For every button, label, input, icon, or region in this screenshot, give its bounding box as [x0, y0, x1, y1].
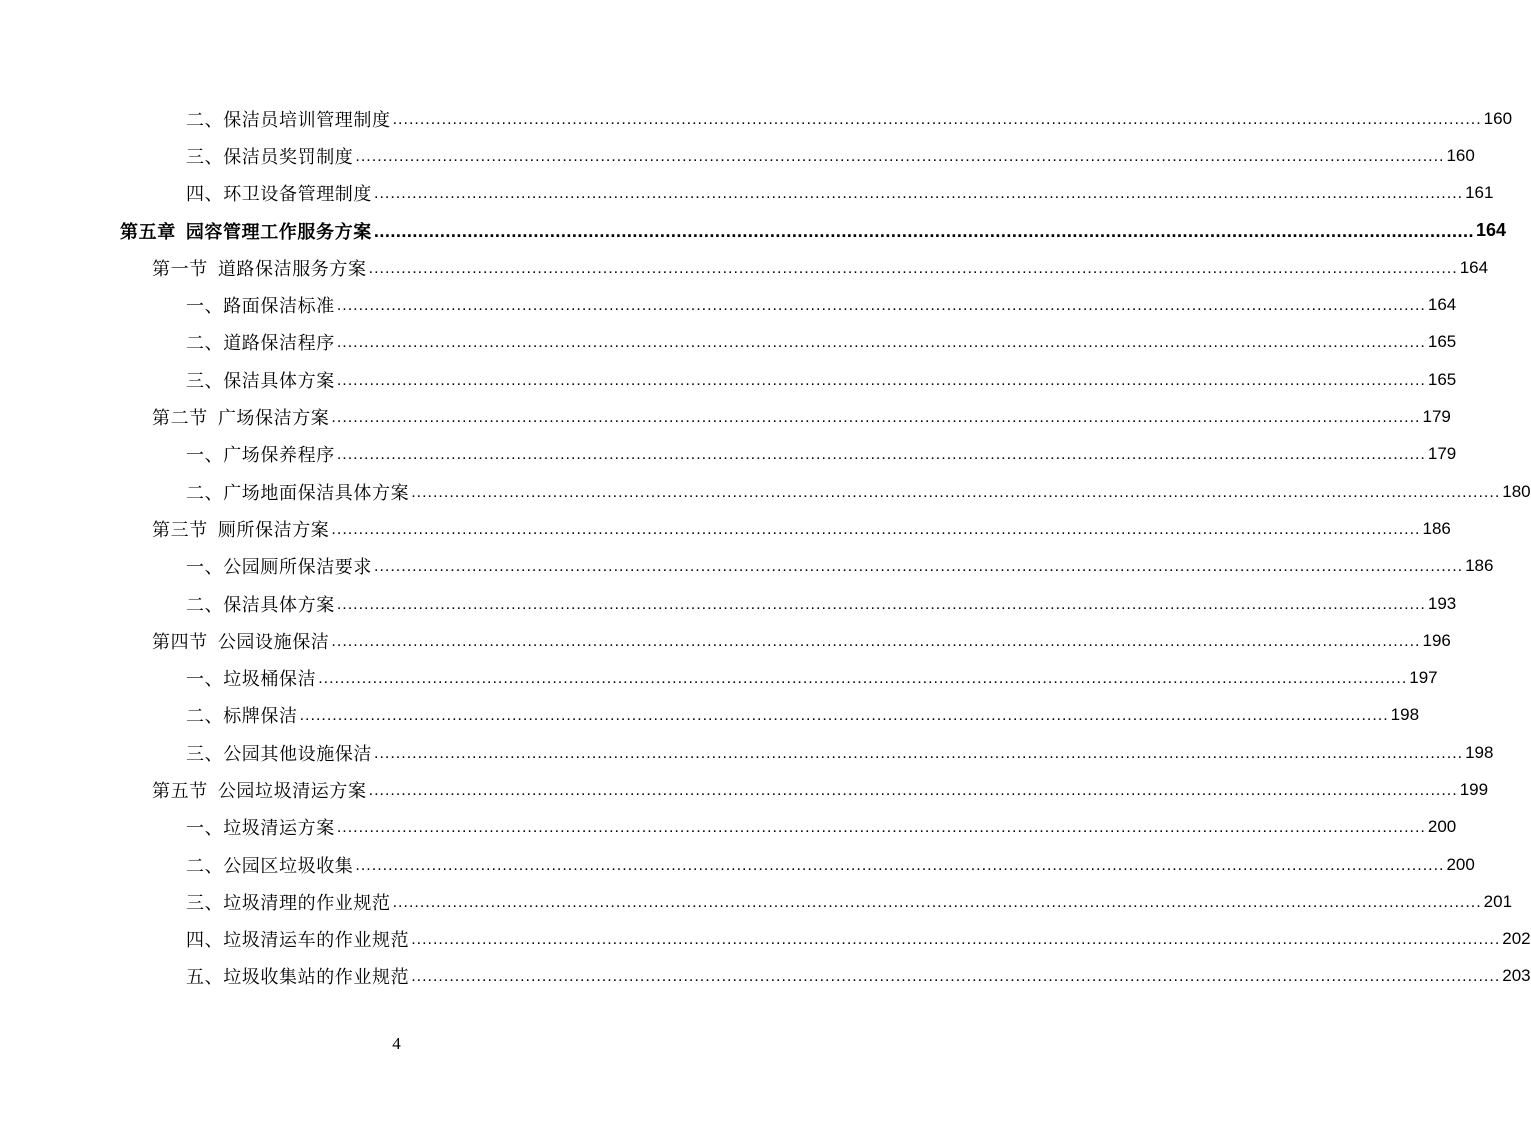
dot-leader: ........................................................................................................................................................................................................ — [411, 968, 1501, 986]
toc-entry-page: 180 — [1502, 481, 1531, 501]
toc-entry-number: 三、 — [186, 892, 224, 914]
dot-leader: ........................................................................................................................................................................................................ — [411, 931, 1501, 949]
toc-entry-page: 179 — [1427, 444, 1457, 464]
toc-subsection-entry[interactable] — [0, 175, 1494, 212]
toc-entry-number: 三、 — [186, 743, 224, 765]
toc-entry-number: 第三节 — [152, 519, 208, 541]
dot-leader: ........................................................................................................................................................................................................ — [392, 893, 1482, 911]
toc-subsection-entry[interactable] — [0, 286, 1457, 323]
toc-entry-text — [186, 963, 409, 989]
toc-entry-number: 第二节 — [152, 408, 208, 430]
toc-entry-page: 196 — [1422, 630, 1451, 650]
dot-leader: ........................................................................................................................................................................................................ — [368, 781, 1458, 799]
toc-entry-page: 200 — [1427, 817, 1457, 837]
toc-entry-title: 广场保洁方案 — [217, 408, 330, 430]
dot-leader: ........................................................................................................................................................................................................ — [355, 147, 1445, 165]
toc-entry-number: 二、 — [186, 594, 224, 616]
toc-entry-text — [186, 889, 391, 915]
toc-subsection-entry[interactable] — [0, 100, 1513, 137]
dot-leader: ........................................................................................................................................................................................................ — [411, 483, 1501, 501]
toc-entry-page: 193 — [1427, 593, 1457, 613]
toc-entry-text — [186, 106, 391, 132]
toc-entry-number: 三、 — [186, 370, 224, 392]
toc-entry-title: 保洁具体方案 — [223, 594, 335, 616]
toc-entry-title: 保洁员培训管理制度 — [223, 109, 391, 131]
toc-entry-page: 198 — [1465, 742, 1494, 762]
dot-leader: ........................................................................................................................................................................................................ — [355, 856, 1445, 874]
toc-entry-number: 二、 — [186, 855, 224, 877]
toc-entry-title: 道路保洁服务方案 — [217, 258, 367, 280]
toc-entry-page: 202 — [1502, 929, 1531, 949]
toc-entry-title: 广场地面保洁具体方案 — [223, 482, 410, 504]
toc-entry-number: 一、 — [186, 445, 224, 467]
toc-chapter-entry[interactable] — [0, 212, 1507, 249]
toc-entry-number: 第五章 — [120, 221, 176, 243]
toc-entry-text — [186, 702, 298, 728]
dot-leader: ........................................................................................................................................................................................................ — [318, 670, 1408, 688]
toc-entry-text — [152, 516, 329, 542]
toc-entry-title: 环卫设备管理制度 — [223, 184, 373, 206]
toc-entry-title: 垃圾清理的作业规范 — [223, 892, 391, 914]
toc-entry-title: 园容管理工作服务方案 — [185, 221, 372, 243]
toc-entry-title: 公园其他设施保洁 — [223, 743, 373, 765]
toc-entry-page: 198 — [1390, 705, 1420, 725]
toc-subsection-entry[interactable] — [0, 697, 1420, 734]
toc-entry-text — [186, 367, 335, 393]
toc-entry-text — [120, 218, 372, 244]
toc-entry-number: 一、 — [186, 669, 224, 691]
toc-entry-title: 标牌保洁 — [223, 706, 298, 728]
toc-subsection-entry[interactable] — [0, 324, 1457, 361]
toc-entry-title: 路面保洁标准 — [223, 296, 335, 318]
toc-entry-number: 一、 — [186, 557, 224, 579]
dot-leader: ........................................................................................................................................................................................................ — [368, 259, 1458, 277]
dot-leader: ........................................................................................................................................................................................................ — [374, 558, 1464, 576]
toc-entry-page: 164 — [1476, 220, 1507, 241]
toc-entry-title: 道路保洁程序 — [223, 333, 335, 355]
toc-subsection-entry[interactable] — [0, 921, 1531, 958]
toc-entry-text — [152, 255, 367, 281]
toc-subsection-entry[interactable] — [0, 883, 1513, 920]
toc-section-entry[interactable] — [0, 622, 1451, 659]
toc-entry-number: 二、 — [186, 109, 224, 131]
toc-subsection-entry[interactable] — [0, 734, 1494, 771]
toc-entry-page: 200 — [1446, 854, 1475, 874]
toc-entry-title: 垃圾收集站的作业规范 — [223, 967, 410, 989]
toc-entry-number: 一、 — [186, 818, 224, 840]
toc-section-entry[interactable] — [0, 249, 1489, 286]
toc-subsection-entry[interactable] — [0, 958, 1531, 995]
toc-entry-number: 四、 — [186, 930, 224, 952]
toc-entry-text — [186, 180, 372, 206]
toc-entry-title: 公园区垃圾收集 — [223, 855, 354, 877]
table-of-contents — [0, 100, 1531, 995]
dot-leader: ........................................................................................................................................................................................................ — [336, 334, 1426, 352]
toc-entry-page: 164 — [1427, 295, 1457, 315]
toc-entry-page: 161 — [1465, 183, 1494, 203]
toc-section-entry[interactable] — [0, 398, 1451, 435]
dot-leader: ........................................................................................................................................................................................................ — [374, 185, 1464, 203]
dot-leader: ........................................................................................................................................................................................................ — [336, 595, 1426, 613]
toc-entry-text — [186, 591, 335, 617]
dot-leader: ........................................................................................................................................................................................................ — [373, 221, 1475, 242]
toc-entry-text — [152, 628, 329, 654]
toc-entry-title: 垃圾清运方案 — [223, 818, 335, 840]
toc-subsection-entry[interactable] — [0, 585, 1457, 622]
toc-subsection-entry[interactable] — [0, 137, 1475, 174]
toc-subsection-entry[interactable] — [0, 846, 1475, 883]
toc-entry-number: 二、 — [186, 706, 224, 728]
toc-entry-title: 厕所保洁方案 — [217, 519, 330, 541]
toc-entry-page: 199 — [1459, 779, 1489, 799]
toc-entry-text — [186, 665, 316, 691]
toc-entry-title: 公园设施保洁 — [217, 631, 330, 653]
page-number: 4 — [392, 1034, 401, 1053]
toc-entry-page: 197 — [1409, 668, 1438, 688]
toc-entry-text — [186, 441, 335, 467]
toc-entry-title: 保洁员奖罚制度 — [223, 146, 354, 168]
dot-leader: ........................................................................................................................................................................................................ — [331, 409, 1421, 427]
toc-entry-number: 三、 — [186, 146, 224, 168]
dot-leader: ........................................................................................................................................................................................................ — [336, 297, 1426, 315]
toc-entry-number: 四、 — [186, 184, 224, 206]
toc-entry-number: 二、 — [186, 482, 224, 504]
toc-entry-title: 保洁具体方案 — [223, 370, 335, 392]
toc-entry-number: 一、 — [186, 296, 224, 318]
toc-entry-text — [186, 926, 409, 952]
toc-entry-text — [152, 404, 329, 430]
toc-entry-page: 165 — [1427, 369, 1457, 389]
toc-entry-page: 179 — [1422, 407, 1451, 427]
toc-entry-title: 垃圾桶保洁 — [223, 669, 317, 691]
dot-leader: ........................................................................................................................................................................................................ — [336, 371, 1426, 389]
dot-leader: ........................................................................................................................................................................................................ — [336, 819, 1426, 837]
toc-entry-text — [186, 852, 353, 878]
toc-entry-number: 二、 — [186, 333, 224, 355]
toc-entry-text — [186, 329, 335, 355]
toc-entry-title: 公园垃圾清运方案 — [217, 780, 367, 802]
dot-leader: ........................................................................................................................................................................................................ — [374, 744, 1464, 762]
toc-subsection-entry[interactable] — [0, 436, 1457, 473]
toc-entry-page: 164 — [1459, 257, 1489, 277]
dot-leader: ........................................................................................................................................................................................................ — [336, 446, 1426, 464]
toc-entry-text — [152, 777, 367, 803]
toc-entry-number: 第五节 — [152, 780, 208, 802]
toc-entry-title: 垃圾清运车的作业规范 — [223, 930, 410, 952]
toc-entry-page: 160 — [1446, 145, 1475, 165]
toc-entry-text — [186, 553, 372, 579]
toc-section-entry[interactable] — [0, 510, 1451, 547]
toc-subsection-entry[interactable] — [0, 548, 1494, 585]
toc-subsection-entry[interactable] — [0, 473, 1531, 510]
toc-entry-page: 160 — [1483, 108, 1513, 128]
toc-entry-page: 201 — [1483, 891, 1513, 911]
dot-leader: ........................................................................................................................................................................................................ — [392, 110, 1482, 128]
toc-entry-text — [186, 740, 372, 766]
toc-section-entry[interactable] — [0, 771, 1489, 808]
toc-subsection-entry[interactable] — [0, 361, 1457, 398]
toc-entry-text — [186, 143, 353, 169]
dot-leader: ........................................................................................................................................................................................................ — [299, 707, 1389, 725]
toc-entry-page: 203 — [1502, 966, 1531, 986]
toc-entry-title: 公园厕所保洁要求 — [223, 557, 373, 579]
toc-entry-text — [186, 292, 335, 318]
toc-entry-number: 第一节 — [152, 258, 208, 280]
toc-entry-page: 186 — [1422, 518, 1451, 538]
toc-entry-title: 广场保养程序 — [223, 445, 335, 467]
toc-entry-text — [186, 814, 335, 840]
toc-entry-number: 第四节 — [152, 631, 208, 653]
dot-leader: ........................................................................................................................................................................................................ — [331, 632, 1421, 650]
toc-entry-text — [186, 479, 409, 505]
toc-entry-number: 五、 — [186, 967, 224, 989]
toc-subsection-entry[interactable] — [0, 659, 1438, 696]
toc-entry-page: 165 — [1427, 332, 1457, 352]
dot-leader: ........................................................................................................................................................................................................ — [331, 520, 1421, 538]
toc-entry-page: 186 — [1465, 556, 1494, 576]
toc-subsection-entry[interactable] — [0, 809, 1457, 846]
